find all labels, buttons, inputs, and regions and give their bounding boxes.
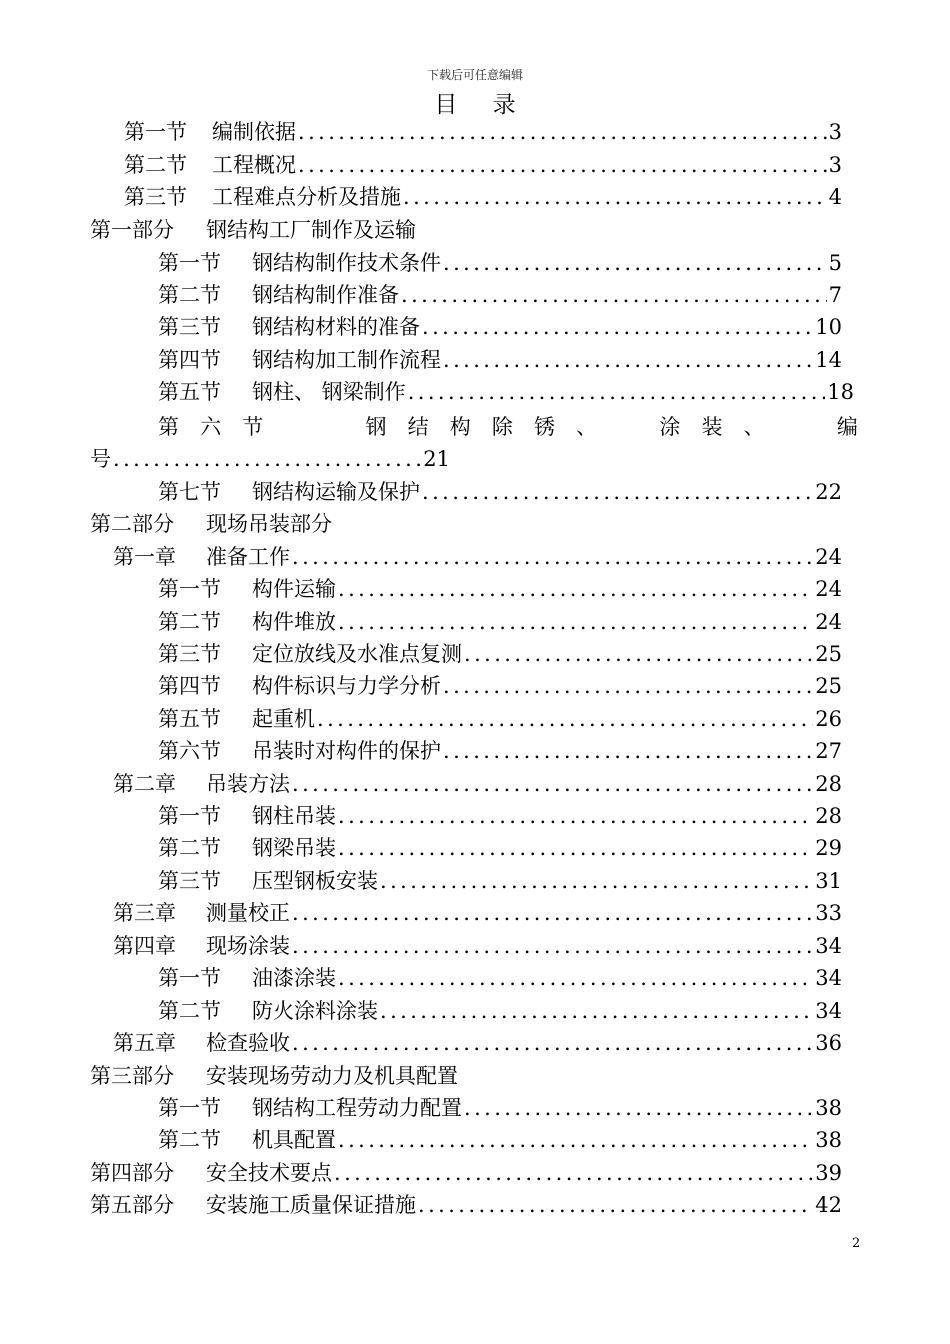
toc-entry[interactable] xyxy=(0,279,950,311)
section-number: 第一节 xyxy=(158,251,221,275)
section-title: 工程概况 xyxy=(212,153,296,177)
toc-entry[interactable] xyxy=(0,606,950,638)
wrapped-char: 第 xyxy=(158,415,179,439)
section-title: 构件堆放 xyxy=(252,610,336,634)
part-number: 第一部分 xyxy=(90,218,174,242)
section-number: 第一节 xyxy=(158,966,221,990)
dot-leader xyxy=(443,247,827,279)
dot-leader xyxy=(298,149,827,181)
dot-leader xyxy=(380,995,813,1027)
page-ref: 21 xyxy=(423,447,450,471)
section-number: 第三节 xyxy=(158,315,221,339)
toc-chapter[interactable] xyxy=(0,930,950,962)
page-ref: 3 xyxy=(828,153,842,177)
wrapped-char: 装 xyxy=(701,415,723,439)
dot-leader xyxy=(422,476,813,508)
toc-entry[interactable] xyxy=(0,116,950,148)
page-ref: 38 xyxy=(815,1096,842,1120)
section-title: 防火涂料涂装 xyxy=(252,999,378,1023)
page-ref: 27 xyxy=(815,739,842,763)
toc-entry[interactable] xyxy=(0,703,950,735)
page-ref: 34 xyxy=(815,966,842,990)
toc-entry[interactable] xyxy=(0,149,950,181)
toc-entry[interactable] xyxy=(0,638,950,670)
page-ref: 26 xyxy=(815,707,842,731)
section-number: 第二节 xyxy=(158,1128,221,1152)
wrapped-char: 六 xyxy=(200,415,222,439)
toc-entry[interactable] xyxy=(0,573,950,605)
section-title: 钢结构加工制作流程 xyxy=(252,348,441,372)
toc-entry[interactable] xyxy=(0,832,950,864)
dot-leader xyxy=(292,541,813,573)
dot-leader xyxy=(408,376,826,408)
section-number: 第五节 xyxy=(158,380,221,404)
section-title: 钢结构制作准备 xyxy=(252,283,399,307)
dot-leader xyxy=(292,930,813,962)
section-title: 钢柱、 钢梁制作 xyxy=(252,380,406,404)
part-title: 安装现场劳动力及机具配置 xyxy=(206,1064,458,1088)
part-number: 第五部分 xyxy=(90,1193,174,1217)
page-ref: 33 xyxy=(815,901,842,925)
toc-part-entry[interactable] xyxy=(0,1157,950,1189)
wrapped-char: 、 xyxy=(576,415,598,439)
section-number: 第一节 xyxy=(158,1096,221,1120)
dot-leader xyxy=(422,311,813,343)
toc-entry-wrapped[interactable] xyxy=(0,411,950,443)
page-ref: 25 xyxy=(815,674,842,698)
section-title: 钢柱吊装 xyxy=(252,804,336,828)
toc-entry[interactable] xyxy=(0,344,950,376)
section-title: 构件运输 xyxy=(252,577,336,601)
wrapped-char: 、 xyxy=(743,415,765,439)
part-number: 第二部分 xyxy=(90,512,174,536)
section-number: 第一节 xyxy=(124,120,187,144)
part-title: 钢结构工厂制作及运输 xyxy=(206,218,416,242)
wrapped-char: 编 xyxy=(836,415,858,439)
dot-leader xyxy=(338,573,813,605)
toc-part-heading[interactable] xyxy=(0,508,950,540)
dot-leader xyxy=(334,1157,813,1189)
section-title: 起重机 xyxy=(252,707,315,731)
section-number: 第二节 xyxy=(158,610,221,634)
page-ref: 34 xyxy=(815,934,842,958)
toc-chapter[interactable] xyxy=(0,768,950,800)
part-title: 安装施工质量保证措施 xyxy=(206,1193,416,1217)
dot-leader xyxy=(443,344,813,376)
toc-entry[interactable] xyxy=(0,962,950,994)
part-title: 现场吊装部分 xyxy=(206,512,332,536)
page-ref: 39 xyxy=(815,1161,842,1185)
chapter-number: 第三章 xyxy=(113,901,176,925)
page-ref: 7 xyxy=(828,283,842,307)
section-number: 第四节 xyxy=(158,674,221,698)
toc-chapter[interactable] xyxy=(0,541,950,573)
chapter-title: 检查验收 xyxy=(206,1031,290,1055)
dot-leader xyxy=(418,1189,813,1221)
section-title: 机具配置 xyxy=(252,1128,336,1152)
section-number: 第三节 xyxy=(158,869,221,893)
chapter-number: 第一章 xyxy=(113,545,176,569)
toc-part-heading[interactable] xyxy=(0,214,950,246)
page-ref: 14 xyxy=(815,348,842,372)
page-ref: 34 xyxy=(815,999,842,1023)
section-number: 第三节 xyxy=(158,642,221,666)
toc-entry-wrapped-tail[interactable] xyxy=(0,443,950,475)
dot-leader xyxy=(464,1092,813,1124)
dot-leader xyxy=(338,1124,813,1156)
wrapped-char: 结 xyxy=(407,415,429,439)
page-ref: 18 xyxy=(827,380,854,404)
section-number: 第一节 xyxy=(158,577,221,601)
page-ref: 42 xyxy=(815,1193,842,1217)
chapter-number: 第二章 xyxy=(113,772,176,796)
chapter-title: 测量校正 xyxy=(206,901,290,925)
page-ref: 4 xyxy=(828,185,842,209)
wrapped-char: 构 xyxy=(449,415,471,439)
toc-entry[interactable] xyxy=(0,376,950,408)
section-title: 钢结构运输及保护 xyxy=(252,480,420,504)
section-number: 第三节 xyxy=(124,185,187,209)
toc-entry[interactable] xyxy=(0,1124,950,1156)
dot-leader xyxy=(317,703,813,735)
page-ref: 25 xyxy=(815,642,842,666)
chapter-number: 第四章 xyxy=(113,934,176,958)
page-ref: 31 xyxy=(815,869,842,893)
part-title: 安全技术要点 xyxy=(206,1161,332,1185)
page-ref: 36 xyxy=(815,1031,842,1055)
section-number: 第五节 xyxy=(158,707,221,731)
page-ref: 24 xyxy=(815,545,842,569)
page-ref: 28 xyxy=(815,772,842,796)
section-number: 第一节 xyxy=(158,804,221,828)
toc-entry[interactable] xyxy=(0,800,950,832)
page-ref: 10 xyxy=(815,315,842,339)
dot-leader xyxy=(298,116,827,148)
section-title: 吊装时对构件的保护 xyxy=(252,739,441,763)
section-title: 钢结构材料的准备 xyxy=(252,315,420,339)
section-title: 钢梁吊装 xyxy=(252,836,336,860)
page-ref: 24 xyxy=(815,610,842,634)
dot-leader xyxy=(292,768,813,800)
section-title: 钢结构工程劳动力配置 xyxy=(252,1096,462,1120)
dot-leader xyxy=(292,897,813,929)
section-number: 第七节 xyxy=(158,480,221,504)
dot-leader xyxy=(292,1027,813,1059)
section-number: 第二节 xyxy=(124,153,187,177)
section-number: 第六节 xyxy=(158,739,221,763)
section-title: 编制依据 xyxy=(212,120,296,144)
toc-entry[interactable] xyxy=(0,476,950,508)
toc-entry[interactable] xyxy=(0,181,950,213)
section-number: 第二节 xyxy=(158,283,221,307)
section-title: 油漆涂装 xyxy=(252,966,336,990)
wrapped-char: 节 xyxy=(242,415,264,439)
wrapped-tail: 号 xyxy=(90,447,111,471)
dot-leader xyxy=(338,962,813,994)
dot-leader xyxy=(338,606,813,638)
dot-leader xyxy=(338,800,813,832)
chapter-title: 现场涂装 xyxy=(206,934,290,958)
toc-chapter[interactable] xyxy=(0,1027,950,1059)
dot-leader xyxy=(401,279,827,311)
toc-part-heading[interactable] xyxy=(0,1060,950,1092)
page-ref: 29 xyxy=(815,836,842,860)
page-ref: 5 xyxy=(828,251,842,275)
section-number: 第四节 xyxy=(158,348,221,372)
dot-leader xyxy=(443,735,813,767)
page-ref: 22 xyxy=(815,480,842,504)
section-title: 构件标识与力学分析 xyxy=(252,674,441,698)
part-number: 第三部分 xyxy=(90,1064,174,1088)
dot-leader xyxy=(338,832,813,864)
page-ref: 38 xyxy=(815,1128,842,1152)
dot-leader xyxy=(443,670,813,702)
toc-chapter[interactable] xyxy=(0,897,950,929)
toc-title: 目 录 xyxy=(434,92,530,118)
section-number: 第二节 xyxy=(158,999,221,1023)
page-header-note: 下载后可任意编辑 xyxy=(426,68,523,82)
dot-leader xyxy=(380,865,813,897)
toc-entry[interactable] xyxy=(0,735,950,767)
section-title: 定位放线及水准点复测 xyxy=(252,642,462,666)
wrapped-char: 除 xyxy=(491,415,513,439)
toc-part-entry[interactable] xyxy=(0,1189,950,1221)
wrapped-char: 钢 xyxy=(365,415,387,439)
wrapped-char: 锈 xyxy=(534,415,555,439)
section-number: 第二节 xyxy=(158,836,221,860)
chapter-title: 准备工作 xyxy=(206,545,290,569)
section-title: 压型钢板安装 xyxy=(252,869,378,893)
chapter-title: 吊装方法 xyxy=(206,772,290,796)
toc-entry[interactable] xyxy=(0,1092,950,1124)
part-number: 第四部分 xyxy=(90,1161,174,1185)
section-title: 钢结构制作技术条件 xyxy=(252,251,441,275)
dot-leader xyxy=(403,181,827,213)
wrapped-char: 涂 xyxy=(659,415,681,439)
toc-entry[interactable] xyxy=(0,670,950,702)
page-ref: 3 xyxy=(828,120,842,144)
toc-entry[interactable] xyxy=(0,865,950,897)
dot-leader xyxy=(464,638,813,670)
toc-entry[interactable] xyxy=(0,995,950,1027)
toc-entry[interactable] xyxy=(0,311,950,343)
page-number: 2 xyxy=(852,1236,861,1251)
toc-entry[interactable] xyxy=(0,247,950,279)
chapter-number: 第五章 xyxy=(113,1031,176,1055)
dot-leader xyxy=(113,443,421,475)
page-ref: 24 xyxy=(815,577,842,601)
section-title: 工程难点分析及措施 xyxy=(212,185,401,209)
page-ref: 28 xyxy=(815,804,842,828)
